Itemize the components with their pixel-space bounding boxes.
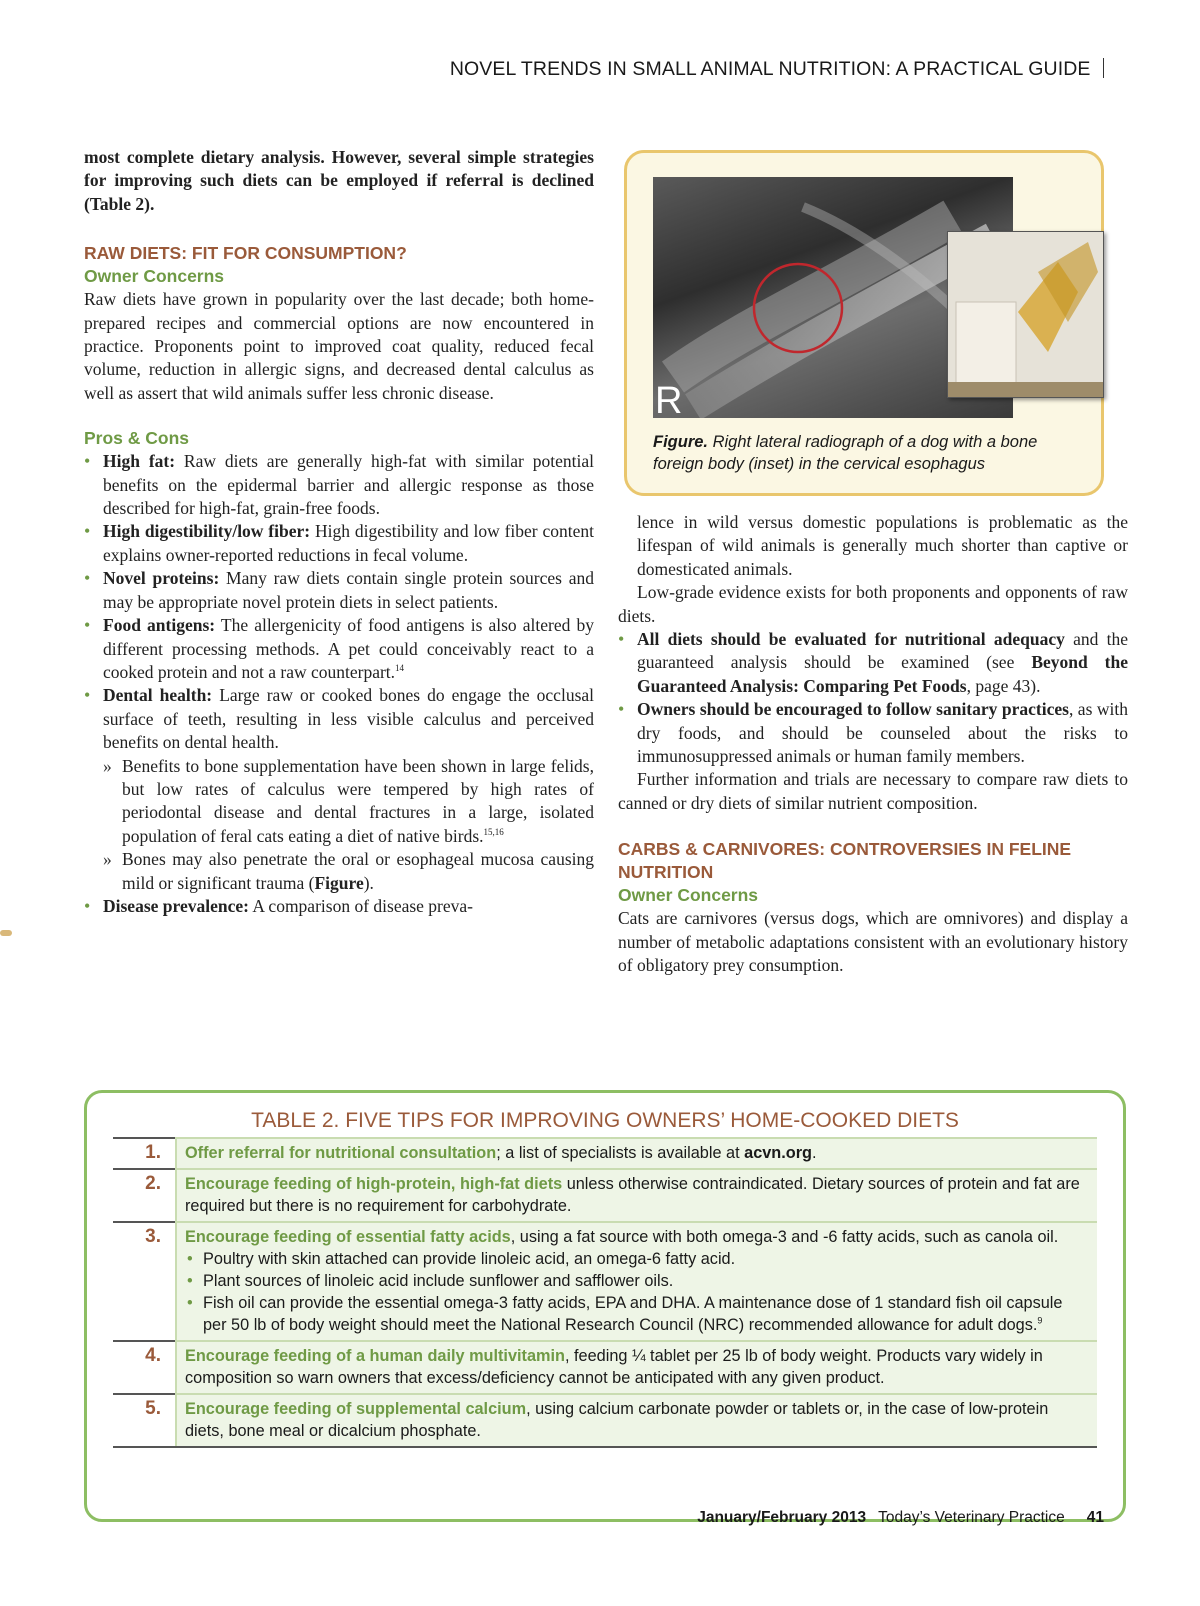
list-item: • Poultry with skin attached can provide linoleic acid, an omega-6 fatty acid. <box>185 1248 1089 1270</box>
bullet-text: Many raw diets contain single protein sources and may be appropriate novel protein diets in select patients. <box>103 568 594 612</box>
list-item <box>84 614 594 684</box>
tips-table <box>113 1137 1097 1448</box>
bullet-text: , page 43). <box>966 675 1041 696</box>
tip-body: , using a fat source with both omega-3 and -6 fatty acids, such as canola oil. <box>510 1228 1059 1246</box>
bullet-text: , as with dry foods, and should be counseled about the risks to immunosuppressed animals or human family members. <box>637 699 1128 767</box>
tip-number: 2. <box>113 1169 176 1222</box>
sub-list-item <box>103 848 594 895</box>
table-row <box>113 1138 1097 1169</box>
tip-number: 1. <box>113 1138 176 1169</box>
citation: 9 <box>1037 1315 1043 1326</box>
tip-lead: Encourage feeding of supplemental calcium <box>185 1400 527 1418</box>
sub-list-item <box>103 755 594 849</box>
figure-caption-text: Right lateral radiograph of a dog with a bone foreign body (inset) in the cervical esophagus <box>653 433 1038 473</box>
owner-concerns-heading-2: Owner Concerns <box>618 885 759 906</box>
table-box <box>84 1090 1126 1522</box>
table-title: TABLE 2. FIVE TIPS FOR IMPROVING OWNERS’ HOME-COOKED DIETS <box>251 1109 959 1132</box>
cats-paragraph: Cats are carnivores (versus dogs, which are omnivores) and display a number of metabolic adaptations consistent with an evolutionary history of obligatory prey consumption. <box>618 908 1128 976</box>
bullet-text: and the guaranteed analysis should be examined (see <box>637 629 1128 673</box>
bone-inset-photo <box>947 231 1104 398</box>
tip-number: 3. <box>113 1222 176 1341</box>
figure-reference: Figure <box>314 872 364 893</box>
list-item-text: Fish oil can provide the essential omega-3 fatty acids, EPA and DHA. A maintenance dose of 1 standard fish oil capsule per 50 lb of body weight should meet the National Research Council (NRC) recommended allowance for adult dogs. <box>203 1294 1063 1334</box>
tip-text <box>176 1394 1097 1447</box>
bullet-text: High digestibility and low fiber content explains owner-reported reductions in fecal volume. <box>103 521 594 565</box>
table-row <box>113 1169 1097 1222</box>
header-divider <box>1103 58 1105 78</box>
tip-text <box>176 1341 1097 1394</box>
tip-text <box>176 1169 1097 1222</box>
evidence-paragraph: Low-grade evidence exists for both proponents and opponents of raw diets. <box>618 582 1128 626</box>
table-row <box>113 1394 1097 1447</box>
continuation-paragraph: lence in wild versus domestic populations is problematic as the lifespan of wild animals is generally much shorter than captive or domesticated animals. <box>637 512 1128 579</box>
list-item: • Plant sources of linoleic acid include sunflower and safflower oils. <box>185 1270 1089 1292</box>
bullet-term: Disease prevalence: <box>103 895 249 916</box>
page-number: 41 <box>1086 1509 1104 1526</box>
list-item <box>84 450 594 520</box>
tip-lead: Encourage feeding of high-protein, high-fat diets <box>185 1175 563 1193</box>
owner-concerns-paragraph: Raw diets have grown in popularity over the last decade; both home-prepared recipes and commercial options are now encountered in practice. Proponents point to improved coat quality, reduced fecal volume, reduction in allergic signs, and decreased dental calculus as well as assert that wild animals suffer less chronic disease. <box>84 289 594 403</box>
citation: 14 <box>395 663 405 674</box>
list-item <box>185 1292 1089 1336</box>
owner-concerns-heading: Owner Concerns <box>84 266 225 287</box>
figure-box <box>624 150 1104 496</box>
sub-bullet-text: Bones may also penetrate the oral or esophageal mucosa causing mild or significant trauma ( <box>122 849 594 893</box>
citation: 15,16 <box>483 826 504 837</box>
radiograph-marker: R <box>655 380 683 418</box>
list-item <box>84 684 594 895</box>
recommendation-list <box>618 628 1128 768</box>
list-item <box>84 520 594 567</box>
dental-sub-list <box>103 755 594 895</box>
left-column <box>84 146 594 918</box>
sub-bullet-text: ). <box>363 872 374 893</box>
figure-label: Figure. <box>653 433 709 451</box>
list-item <box>84 567 594 614</box>
tip-lead: Encourage feeding of essential fatty acids <box>185 1228 511 1246</box>
running-title: NOVEL TRENDS IN SMALL ANIMAL NUTRITION: A PRACTICAL GUIDE <box>449 58 1091 80</box>
tip-text <box>176 1222 1097 1341</box>
bullet-text: Raw diets are generally high-fat with similar potential benefits on the epidermal barrier and allergic response as those described for high-fat, grain-free foods. <box>103 451 594 519</box>
bullet-text: The allergenicity of food antigens is also altered by different processing methods. A pet could conceivably react to a cooked protein and not a raw counterpart. <box>103 615 594 682</box>
bullet-term: Novel proteins: <box>103 568 220 589</box>
figure-caption <box>653 431 1083 475</box>
publication-name: Today’s Veterinary Practice <box>878 1509 1065 1526</box>
tip-body: . <box>812 1144 817 1162</box>
tip-lead: Offer referral for nutritional consultation <box>185 1144 497 1162</box>
further-info-paragraph: Further information and trials are necessary to compare raw diets to canned or dry diets of similar nutrient composition. <box>618 769 1128 813</box>
list-item <box>84 895 594 918</box>
tip-number: 4. <box>113 1341 176 1394</box>
table-row <box>113 1222 1097 1341</box>
page-edge-mark <box>0 930 12 936</box>
tip-body: , feeding ¼ tablet per 25 lb of body weight. Products vary widely in composition so warn owners that excess/deficiency cannot be anticipated with any given product. <box>185 1347 1043 1387</box>
tip-body: unless otherwise contraindicated. Dietary sources of protein and fat are required but there is no requirement for carbohydrate. <box>185 1175 1080 1215</box>
bullet-term: High fat: <box>103 451 176 472</box>
intro-paragraph: most complete dietary analysis. However, several simple strategies for improving such diets can be employed if referral is declined (Table 2). <box>84 147 594 214</box>
website-link: acvn.org <box>744 1144 813 1162</box>
raw-diets-heading: RAW DIETS: FIT FOR CONSUMPTION? <box>84 243 407 264</box>
list-item <box>618 698 1128 768</box>
bullet-term: All diets should be evaluated for nutritional adequacy <box>637 629 1065 650</box>
inset-drawing <box>948 232 1103 397</box>
carbs-carnivores-heading: CARBS & CARNIVORES: CONTROVERSIES IN FELINE NUTRITION <box>618 839 1072 883</box>
pros-cons-list <box>84 450 594 918</box>
bullet-text: Large raw or cooked bones do engage the occlusal surface of teeth, resulting in less visible calculus and perceived benefits on dental health. <box>103 685 595 753</box>
tip-body: , using calcium carbonate powder or tablets or, in the case of low-protein diets, bone meal or dicalcium phosphate. <box>185 1400 1049 1440</box>
tip-lead: Encourage feeding of a human daily multivitamin <box>185 1347 565 1365</box>
bullet-text: A comparison of disease preva- <box>248 895 473 916</box>
page-footer <box>697 1509 1104 1527</box>
tip-number: 5. <box>113 1394 176 1447</box>
sub-bullet-text: Benefits to bone supplementation have been shown in large felids, but low rates of calculus were tempered by high rates of periodontal disease and dental fractures in a large, isolated population of feral cats eating a diet of native birds. <box>122 755 594 846</box>
bullet-term: Owners should be encouraged to follow sanitary practices <box>637 699 1069 720</box>
issue-date: January/February 2013 <box>697 1509 867 1526</box>
bullet-term: Food antigens: <box>103 615 216 636</box>
article-reference: Beyond the Guaranteed Analysis: Comparing Pet Foods <box>637 652 1129 696</box>
fatty-acid-list <box>185 1248 1089 1336</box>
bullet-term: Dental health: <box>103 685 213 706</box>
list-item <box>618 628 1128 698</box>
right-column <box>618 511 1128 978</box>
tip-body: ; a list of specialists is available at <box>496 1144 745 1162</box>
tip-text <box>176 1138 1097 1169</box>
pros-cons-heading: Pros & Cons <box>84 428 190 449</box>
table-row <box>113 1341 1097 1394</box>
running-header <box>450 58 1104 81</box>
bullet-term: High digestibility/low fiber: <box>103 521 311 542</box>
